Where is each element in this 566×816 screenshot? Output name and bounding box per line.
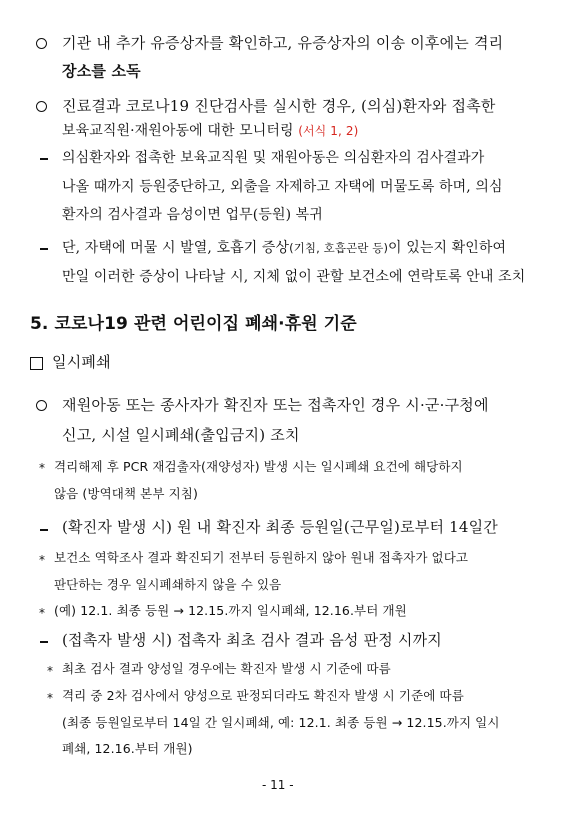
dash-marker-2: [40, 248, 48, 250]
dash2-line1-a: 단, 자택에 머물 시 발열, 호흡기 증상: [62, 240, 290, 256]
bullet-circle-2: [36, 101, 47, 112]
dash2-line1-b: (기침, 호흡곤란 등): [289, 241, 389, 255]
bullet1-line2: 장소를 소독: [62, 62, 141, 80]
dash-marker-1: [40, 158, 48, 160]
dash1-line2: 나올 때까지 등원중단하고, 외출을 자제하고 자택에 머물도록 하며, 의심: [62, 179, 503, 195]
section-heading: 5. 코로나19 관련 어린이집 폐쇄·휴원 기준: [30, 314, 357, 334]
dash1-line1: 의심환자와 접촉한 보육교직원 및 재원아동은 의심환자의 검사결과가: [62, 150, 485, 166]
note2-line2: 판단하는 경우 일시폐쇄하지 않을 수 있음: [54, 577, 282, 592]
dash2-line1: [62, 241, 506, 255]
dash3: (확진자 발생 시) 원 내 확진자 최종 등원일(근무일)로부터 14일간: [62, 518, 499, 536]
dash-marker-4: [40, 641, 48, 643]
bullet-circle-1: [36, 38, 47, 49]
bullet2-line2-text: 보육교직원·재원아동에 대한 모니터링: [62, 123, 294, 139]
dash2-line2: 만일 이러한 증상이 나타날 시, 지체 없이 관할 보건소에 연락토록 안내 조치: [62, 269, 526, 285]
note2-line1: 보건소 역학조사 결과 확진되기 전부터 등원하지 않아 원내 접촉자가 없다고: [54, 550, 469, 565]
bullet2-line1: 진료결과 코로나19 진단검사를 실시한 경우, (의심)환자와 접촉한: [62, 97, 496, 115]
checkbox-square: [30, 357, 43, 370]
note4: 최초 검사 결과 양성일 경우에는 확진자 발생 시 기준에 따름: [62, 661, 391, 676]
bullet1-line1: 기관 내 추가 유증상자를 확인하고, 유증상자의 이송 이후에는 격리: [62, 34, 504, 52]
page-number: - 11 -: [262, 778, 294, 792]
dash4: (접촉자 발생 시) 접촉자 최초 검사 결과 음성 판정 시까지: [62, 631, 442, 649]
note5-line3: 폐쇄, 12.16.부터 개원): [62, 741, 193, 756]
form-reference: (서식 1, 2): [298, 124, 359, 138]
note1-line2: 않음 (방역대책 본부 지침): [54, 486, 198, 501]
bullet3-line2: 신고, 시설 일시폐쇄(출입금지) 조치: [62, 426, 300, 444]
note5-line2: (최종 등원일로부터 14일 간 일시폐쇄, 예: 12.1. 최종 등원 → 12.15.까지 일시: [62, 715, 500, 730]
dash-marker-3: [40, 529, 48, 531]
note-asterisk-4: *: [47, 664, 53, 678]
subheading: 일시폐쇄: [52, 353, 111, 371]
note3: (예) 12.1. 최종 등원 → 12.15.까지 일시폐쇄, 12.16.부터 개원: [54, 603, 407, 618]
dash2-line1-c: 이 있는지 확인하여: [388, 240, 507, 256]
dash1-line3: 환자의 검사결과 음성이면 업무(등원) 복귀: [62, 207, 323, 223]
note-asterisk-2: *: [39, 553, 45, 567]
note-asterisk-1: *: [39, 461, 45, 475]
bullet3-line1: 재원아동 또는 종사자가 확진자 또는 접촉자인 경우 시·군·구청에: [62, 396, 489, 414]
note-asterisk-3: *: [39, 606, 45, 620]
bullet-circle-3: [36, 400, 47, 411]
note-asterisk-5: *: [47, 691, 53, 705]
note5-line1: 격리 중 2차 검사에서 양성으로 판정되더라도 확진자 발생 시 기준에 따름: [62, 688, 464, 703]
bullet2-line2: [62, 124, 358, 138]
note1-line1: 격리해제 후 PCR 재검출자(재양성자) 발생 시는 일시폐쇄 요건에 해당하지: [54, 459, 463, 474]
